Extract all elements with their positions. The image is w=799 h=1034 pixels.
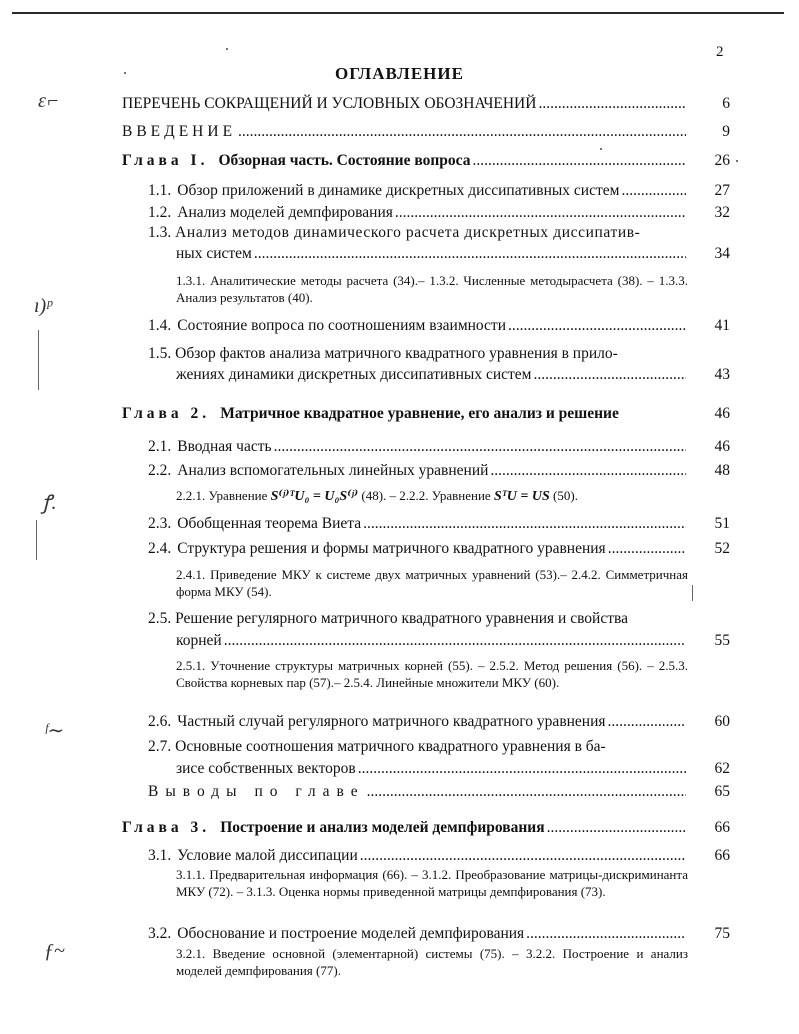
leader-dots [547,819,686,837]
section-number: 2.6. [148,713,172,730]
entry-text: ПЕРЕЧЕНЬ СОКРАЩЕНИЙ И УСЛОВНЫХ ОБОЗНАЧЕНИЙ [122,95,537,112]
entry-text-cont: корней [176,632,222,649]
leader-dots [538,95,686,113]
handwritten-mark-1: ɛ⌐ [38,90,60,112]
page-number: 2 [716,44,724,60]
section-number: 2.2. [148,462,172,479]
toc-section-2-5[interactable] [148,610,628,628]
page-ref: 60 [714,713,730,730]
toc-section-3-2[interactable] [148,925,688,943]
toc-subsections-2-2 [176,488,688,506]
handwritten-mark-5: ƒ~ [44,940,65,962]
toc-section-1-3-cont[interactable] [176,245,688,263]
page-ref: 52 [714,540,730,557]
leader-dots [608,713,686,731]
toc-chapter-2[interactable] [122,405,692,423]
toc-entry-introduction[interactable] [122,123,688,141]
chapter-label: Глава 3. [122,819,211,836]
page-ref: 41 [714,317,730,334]
equation-1: S⁽ʲ⁾ᵀU₀ = U₀S⁽ʲ⁾ [270,489,359,504]
toc-section-2-7-cont[interactable] [176,760,688,778]
handwritten-mark-3: ꝭ. [42,492,57,514]
section-number: 1.3. [148,224,172,241]
toc-entry-abbreviations[interactable] [122,95,688,113]
chapter-title: Матричное квадратное уравнение, его анализ и решение [220,405,619,422]
toc-chapter-2-conclusions[interactable] [148,783,688,801]
toc-subsections-3-2: 3.2.1. Введение основной (элементарной) системы (75). – 3.2.2. Построение и анализ моделей демпфирования (77). [176,946,688,978]
page-ref: 75 [714,925,730,942]
leader-dots [254,245,686,263]
section-number: 1.5. [148,345,172,362]
entry-text: Обзор приложений в динамике дискретных диссипативных систем [177,182,620,199]
toc-section-2-6[interactable] [148,713,688,731]
page-ref: 9 [722,123,730,140]
page-ref: 48 [714,462,730,479]
subsection-text: (48). – 2.2.2. Уравнение [361,488,491,503]
chapter-title: Обзорная часть. Состояние вопроса [218,152,471,169]
entry-text: Условие малой диссипации [177,847,358,864]
toc-section-2-1[interactable] [148,438,688,456]
toc-subsections-2-4: 2.4.1. Приведение МКУ к системе двух матричных уравнений (53).– 2.4.2. Симметричная форма МКУ (54). [176,567,688,599]
entry-text-cont: зисе собственных векторов [176,760,356,777]
toc-section-1-1[interactable] [148,182,688,200]
leader-dots [358,760,686,778]
section-number: 2.5. [148,610,172,627]
leader-dots [224,632,686,650]
page-ref: 46 [714,405,730,422]
page-ref: 34 [714,245,730,262]
toc-section-1-5[interactable] [148,345,618,363]
toc-section-2-3[interactable] [148,515,688,533]
page-ref: 43 [714,366,730,383]
section-number: 2.3. [148,515,172,532]
subsection-text: 2.2.1. Уравнение [176,488,268,503]
page-ref: 66 [714,819,730,836]
chapter-label: Глава I. [122,152,209,169]
leader-dots [508,317,686,335]
toc-chapter-1[interactable] [122,152,688,170]
page-ref: 62 [714,760,730,777]
entry-text: Частный случай регулярного матричного квадратного уравнения [177,713,606,730]
page-ref: 27 [714,182,730,199]
leader-dots [526,925,686,943]
entry-text: Обобщенная теорема Виета [177,515,362,532]
chapter-label: Глава 2. [122,405,211,422]
leader-dots [490,462,686,480]
leader-dots [274,438,686,456]
toc-section-1-5-cont[interactable] [176,366,688,384]
leader-dots [367,783,686,801]
page-ref: 66 [714,847,730,864]
page-ref: 6 [722,95,730,112]
entry-text-cont: жениях динамики дискретных диссипативных систем [176,366,532,383]
entry-text: Структура решения и формы матричного квадратного уравнения [177,540,606,557]
toc-chapter-3[interactable] [122,819,688,837]
section-number: 2.7. [148,738,172,755]
toc-subsections-1-3: 1.3.1. Аналитические методы расчета (34).– 1.3.2. Численные методырасчета (38). – 1.3.3. Анализ результатов (40). [176,273,688,305]
entry-text: Решение регулярного матричного квадратного уравнения и свойства [175,610,628,627]
toc-section-1-2[interactable] [148,204,688,222]
leader-dots [363,515,686,533]
toc-section-2-7[interactable] [148,738,606,756]
toc-section-1-3[interactable] [148,224,640,242]
entry-text: Обзор фактов анализа матричного квадратного уравнения в прило- [175,345,618,362]
leader-dots [608,540,686,558]
toc-section-2-4[interactable] [148,540,688,558]
page-ref: 26 [714,152,730,169]
section-number: 1.2. [148,204,172,221]
section-number: 1.4. [148,317,172,334]
section-number: 2.4. [148,540,172,557]
entry-text: Выводы по главе [148,783,365,800]
leader-dots [238,123,686,141]
handwritten-mark-4: ᶠ∼ [44,720,65,742]
toc-section-2-5-cont[interactable] [176,632,688,650]
leader-dots [395,204,686,222]
page-title: ОГЛАВЛЕНИЕ [335,64,464,83]
toc-subsections-3-1: 3.1.1. Предварительная информация (66). – 3.1.2. Преобразование матрицы-дискриминанта МКУ (72). – 3.1.3. Оценка нормы приведенной матрицы демпфирования (73). [176,867,688,899]
leader-dots [621,182,686,200]
toc-section-2-2[interactable] [148,462,688,480]
leader-dots [533,366,686,384]
entry-text: Анализ моделей демпфирования [177,204,393,221]
handwritten-mark-2: ı)ᵖ [34,295,52,317]
leader-dots [472,152,686,170]
equation-2: SᵀU = US [493,489,550,504]
page-ref: 55 [714,632,730,649]
entry-text-cont: ных систем [176,245,252,262]
subsection-text: (50). [553,488,578,503]
entry-text: Основные соотношения матричного квадратного уравнения в ба- [175,738,606,755]
toc-section-1-4[interactable] [148,317,688,335]
entry-text: Состояние вопроса по соотношениям взаимности [177,317,507,334]
page-ref: 46 [714,438,730,455]
entry-text: Анализ вспомогательных линейных уравнений [177,462,489,479]
entry-text: Вводная часть [177,438,272,455]
section-number: 2.1. [148,438,172,455]
entry-text: ВВЕДЕНИЕ [122,123,237,140]
page-ref: 51 [714,515,730,532]
entry-text: Анализ методов динамического расчета дискретных диссипатив- [175,224,641,241]
section-number: 3.1. [148,847,172,864]
toc-subsections-2-5: 2.5.1. Уточнение структуры матричных корней (55). – 2.5.2. Метод решения (56). – 2.5.3. Свойства корневых пар (57).– 2.5.4. Линейные множители МКУ (60). [176,658,688,690]
page-ref: 65 [714,783,730,800]
leader-dots [360,847,686,865]
section-number: 3.2. [148,925,172,942]
entry-text: Обоснование и построение моделей демпфирования [177,925,525,942]
toc-section-3-1[interactable] [148,847,688,865]
section-number: 1.1. [148,182,172,199]
chapter-title: Построение и анализ моделей демпфирования [220,819,545,836]
page-ref: 32 [714,204,730,221]
